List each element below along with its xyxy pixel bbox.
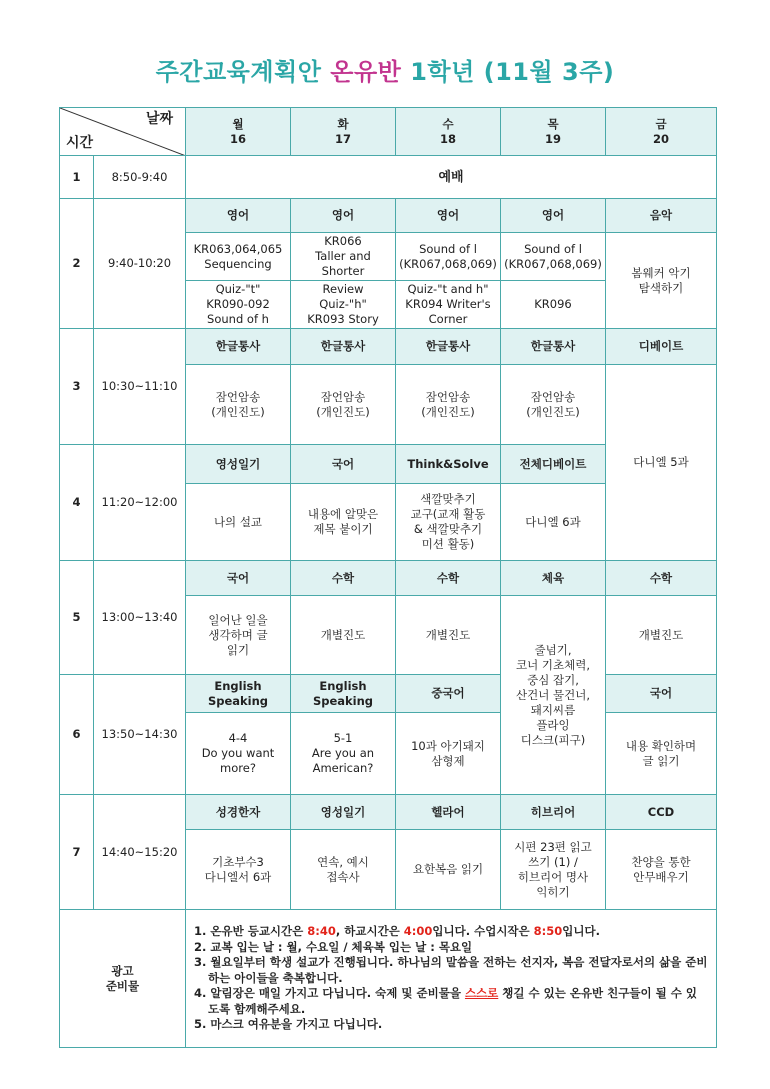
period-time: 8:50-9:40 — [94, 156, 186, 199]
period-time: 13:00~13:40 — [94, 561, 186, 675]
subject-cell: 영성일기 — [186, 445, 291, 484]
subject-cell: 영어 — [291, 199, 396, 233]
subject-cell: 성경한자 — [186, 795, 291, 830]
period-number: 3 — [60, 329, 94, 445]
content-cell: 잠언암송 (개인진도) — [291, 365, 396, 445]
period-row-1 — [60, 156, 717, 199]
subject-cell: Think&Solve — [396, 445, 501, 484]
subject-cell: 영성일기 — [291, 795, 396, 830]
subject-cell: 체육 — [501, 561, 606, 596]
period-time: 10:30~11:10 — [94, 329, 186, 445]
subject-cell: 전체디베이트 — [501, 445, 606, 484]
subject-cell: English Speaking — [186, 675, 291, 713]
day-header-mon: 월 16 — [186, 108, 291, 156]
title-plan: 주간교육계획안 — [155, 58, 322, 86]
period-time: 14:40~15:20 — [94, 795, 186, 910]
note-item: 2. 교복 입는 날 : 월, 수요일 / 체육복 입는 날 : 목요일 — [194, 939, 473, 954]
period-number: 5 — [60, 561, 94, 675]
subject-cell: 한글통사 — [396, 329, 501, 365]
subject-cell: 영어 — [396, 199, 501, 233]
period-row-5 — [60, 561, 717, 596]
content-cell: 개별진도 — [606, 596, 717, 675]
subject-cell: 수학 — [606, 561, 717, 596]
content-cell: 연속, 예시 접속사 — [291, 830, 396, 910]
subject-cell: 중국어 — [396, 675, 501, 713]
subject-cell: 한글통사 — [501, 329, 606, 365]
day-header-tue: 화 17 — [291, 108, 396, 156]
period-row-6 — [60, 675, 717, 713]
subject-cell: 수학 — [396, 561, 501, 596]
period-row-2 — [60, 199, 717, 233]
period-number: 1 — [60, 156, 94, 199]
notes-cell — [186, 910, 717, 1048]
content-cell: 요한복음 읽기 — [396, 830, 501, 910]
content-cell: 내용에 알맞은 제목 붙이기 — [291, 484, 396, 561]
content-cell: 시편 23편 읽고 쓰기 (1) / 히브리어 명사 익히기 — [501, 830, 606, 910]
subject-cell: English Speaking — [291, 675, 396, 713]
period-row-3 — [60, 329, 717, 365]
subject-cell: 수학 — [291, 561, 396, 596]
content-cell: Sound of l (KR067,068,069) — [396, 233, 501, 281]
content-cell: 개별진도 — [291, 596, 396, 675]
content-cell: KR096 — [501, 281, 606, 329]
period-time: 9:40-10:20 — [94, 199, 186, 329]
content-cell: Quiz-"t and h" KR094 Writer's Corner — [396, 281, 501, 329]
notes-row — [60, 910, 717, 1048]
content-cell: 5-1 Are you an American? — [291, 713, 396, 795]
content-cell: Review Quiz-"h" KR093 Story — [291, 281, 396, 329]
content-cell: 개별진도 — [396, 596, 501, 675]
content-cell: KR066 Taller and Shorter — [291, 233, 396, 281]
content-cell: 다니엘 5과 — [606, 365, 717, 561]
content-cell: Quiz-"t" KR090-092 Sound of h — [186, 281, 291, 329]
period-number: 7 — [60, 795, 94, 910]
subject-cell: 국어 — [606, 675, 717, 713]
content-cell: 잠언암송 (개인진도) — [501, 365, 606, 445]
content-cell: 다니엘 6과 — [501, 484, 606, 561]
content-cell: 잠언암송 (개인진도) — [186, 365, 291, 445]
header-row — [60, 108, 717, 156]
subject-cell: 영어 — [186, 199, 291, 233]
note-item: 5. 마스크 여유분을 가지고 다닙니다. — [194, 1017, 383, 1032]
all-day-event: 예배 — [186, 156, 717, 199]
content-cell: Sound of l (KR067,068,069) — [501, 233, 606, 281]
period-number: 4 — [60, 445, 94, 561]
content-cell: 일어난 일을 생각하며 글 읽기 — [186, 596, 291, 675]
period-row-7 — [60, 795, 717, 830]
title-class: 온유반 — [330, 58, 402, 86]
page-title — [0, 52, 770, 87]
content-cell: 기초부수3 다니엘서 6과 — [186, 830, 291, 910]
time-label: 시간 — [66, 135, 94, 151]
subject-cell: 음악 — [606, 199, 717, 233]
notes-list — [194, 924, 708, 1033]
content-cell: 색깔맞추기 교구(교재 활동 & 색깔맞추기 미션 활동) — [396, 484, 501, 561]
subject-cell: 국어 — [291, 445, 396, 484]
day-header-thu: 목 19 — [501, 108, 606, 156]
note-item: 1. 온유반 등교시간은 8:40, 하교시간은 4:00입니다. 수업시작은 8:50입니다. — [194, 924, 600, 939]
subject-cell: 영어 — [501, 199, 606, 233]
subject-cell: 디베이트 — [606, 329, 717, 365]
content-cell: 10과 아기돼지 삼형제 — [396, 713, 501, 795]
schedule-table — [59, 107, 717, 1048]
content-cell: 봄웨커 악기 탐색하기 — [606, 233, 717, 329]
period-time: 13:50~14:30 — [94, 675, 186, 795]
date-label: 날짜 — [145, 111, 173, 127]
subject-cell: 한글통사 — [291, 329, 396, 365]
note-item: 4. 알림장은 매일 가지고 다닙니다. 숙제 및 준비물을 스스로 챙길 수 있는 온유반 친구들이 될 수 있도록 함께해주세요. — [194, 986, 697, 1016]
content-cell: 나의 설교 — [186, 484, 291, 561]
subject-cell: 히브리어 — [501, 795, 606, 830]
subject-cell: 헬라어 — [396, 795, 501, 830]
notes-label: 광고 준비물 — [60, 910, 186, 1048]
subject-cell: CCD — [606, 795, 717, 830]
day-header-fri: 금 20 — [606, 108, 717, 156]
content-cell: 찬양을 통한 안무배우기 — [606, 830, 717, 910]
content-cell: 줄넘기, 코너 기초체력, 중심 잡기, 산건너 물건너, 돼지씨름 플라잉 디스크(피구) — [501, 596, 606, 795]
content-cell: KR063,064,065 Sequencing — [186, 233, 291, 281]
note-item: 3. 월요일부터 학생 설교가 진행됩니다. 하나님의 말씀을 전하는 선지자, 복음 전달자로서의 삶을 준비하는 아이들을 축복합니다. — [194, 955, 708, 985]
content-cell: 내용 확인하며 글 읽기 — [606, 713, 717, 795]
day-header-wed: 수 18 — [396, 108, 501, 156]
subject-cell: 한글통사 — [186, 329, 291, 365]
period-number: 2 — [60, 199, 94, 329]
subject-cell: 국어 — [186, 561, 291, 596]
corner-cell — [60, 108, 186, 156]
content-cell: 4-4 Do you want more? — [186, 713, 291, 795]
period-time: 11:20~12:00 — [94, 445, 186, 561]
period-number: 6 — [60, 675, 94, 795]
content-cell: 잠언암송 (개인진도) — [396, 365, 501, 445]
title-week: 1학년 (11월 3주) — [410, 58, 615, 86]
